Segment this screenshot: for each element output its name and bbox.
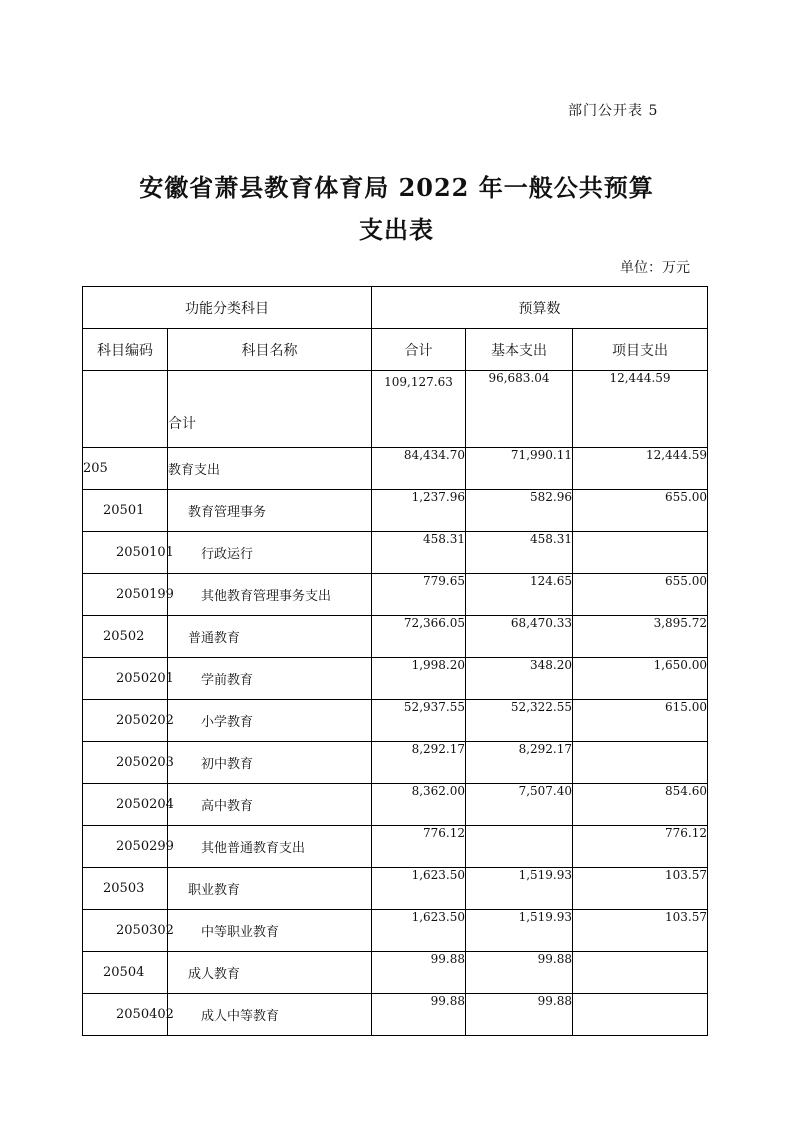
row-project: 776.12 bbox=[573, 826, 708, 868]
row-project: 103.57 bbox=[573, 868, 708, 910]
row-total: 1,998.20 bbox=[372, 658, 466, 700]
table-row bbox=[83, 574, 708, 616]
row-project: 3,895.72 bbox=[573, 616, 708, 658]
total-basic: 96,683.04 bbox=[466, 371, 573, 448]
table-row bbox=[83, 490, 708, 532]
table-row bbox=[83, 826, 708, 868]
total-amount: 109,127.63 bbox=[372, 371, 466, 448]
row-basic: 582.96 bbox=[466, 490, 573, 532]
row-code: 2050203 bbox=[83, 742, 168, 784]
total-row bbox=[83, 371, 708, 448]
row-name: 教育管理事务 bbox=[168, 490, 372, 532]
row-name: 职业教育 bbox=[168, 868, 372, 910]
row-name: 其他教育管理事务支出 bbox=[168, 574, 372, 616]
row-basic: 52,322.55 bbox=[466, 700, 573, 742]
row-name: 成人中等教育 bbox=[168, 994, 372, 1036]
row-total: 779.65 bbox=[372, 574, 466, 616]
header-column-row bbox=[83, 329, 708, 371]
row-code: 2050302 bbox=[83, 910, 168, 952]
row-total: 99.88 bbox=[372, 952, 466, 994]
row-basic: 1,519.93 bbox=[466, 910, 573, 952]
table-row bbox=[83, 868, 708, 910]
table-row bbox=[83, 658, 708, 700]
row-total: 99.88 bbox=[372, 994, 466, 1036]
row-project bbox=[573, 742, 708, 784]
row-code: 2050402 bbox=[83, 994, 168, 1036]
row-name: 普通教育 bbox=[168, 616, 372, 658]
row-code: 2050204 bbox=[83, 784, 168, 826]
row-name: 教育支出 bbox=[168, 448, 372, 490]
page-title: 安徽省萧县教育体育局 2022 年一般公共预算 bbox=[139, 173, 654, 202]
row-code: 205 bbox=[83, 448, 168, 490]
row-basic: 348.20 bbox=[466, 658, 573, 700]
table-row bbox=[83, 910, 708, 952]
unit-label: 单位：万元 bbox=[620, 260, 690, 276]
row-project bbox=[573, 994, 708, 1036]
row-code: 20503 bbox=[83, 868, 168, 910]
header-budget: 预算数 bbox=[372, 287, 708, 329]
row-name: 行政运行 bbox=[168, 532, 372, 574]
row-total: 84,434.70 bbox=[372, 448, 466, 490]
row-basic: 99.88 bbox=[466, 952, 573, 994]
row-basic bbox=[466, 826, 573, 868]
row-project: 615.00 bbox=[573, 700, 708, 742]
row-name: 高中教育 bbox=[168, 784, 372, 826]
row-basic: 8,292.17 bbox=[466, 742, 573, 784]
header-project: 项目支出 bbox=[573, 329, 708, 371]
row-code: 20501 bbox=[83, 490, 168, 532]
header-function-class: 功能分类科目 bbox=[83, 287, 372, 329]
page-subtitle: 支出表 bbox=[359, 215, 434, 244]
row-total: 72,366.05 bbox=[372, 616, 466, 658]
table-row bbox=[83, 532, 708, 574]
table-row bbox=[83, 742, 708, 784]
row-total: 1,237.96 bbox=[372, 490, 466, 532]
row-basic: 458.31 bbox=[466, 532, 573, 574]
row-basic: 7,507.40 bbox=[466, 784, 573, 826]
budget-table bbox=[82, 286, 708, 1036]
row-code: 2050199 bbox=[83, 574, 168, 616]
row-total: 776.12 bbox=[372, 826, 466, 868]
header-basic: 基本支出 bbox=[466, 329, 573, 371]
row-project bbox=[573, 532, 708, 574]
row-project: 655.00 bbox=[573, 574, 708, 616]
row-code: 20504 bbox=[83, 952, 168, 994]
row-project: 12,444.59 bbox=[573, 448, 708, 490]
row-project: 1,650.00 bbox=[573, 658, 708, 700]
header-code: 科目编码 bbox=[83, 329, 168, 371]
row-project bbox=[573, 952, 708, 994]
table-row bbox=[83, 994, 708, 1036]
row-basic: 99.88 bbox=[466, 994, 573, 1036]
row-name: 中等职业教育 bbox=[168, 910, 372, 952]
header-group-row bbox=[83, 287, 708, 329]
row-code: 2050201 bbox=[83, 658, 168, 700]
document-label: 部门公开表 5 bbox=[568, 103, 659, 119]
row-total: 1,623.50 bbox=[372, 868, 466, 910]
row-project: 854.60 bbox=[573, 784, 708, 826]
row-name: 小学教育 bbox=[168, 700, 372, 742]
table-row bbox=[83, 952, 708, 994]
table-row bbox=[83, 700, 708, 742]
row-basic: 124.65 bbox=[466, 574, 573, 616]
total-project: 12,444.59 bbox=[573, 371, 708, 448]
table-row bbox=[83, 784, 708, 826]
header-total: 合计 bbox=[372, 329, 466, 371]
row-basic: 71,990.11 bbox=[466, 448, 573, 490]
row-name: 初中教育 bbox=[168, 742, 372, 784]
total-code bbox=[83, 371, 168, 448]
table-row bbox=[83, 616, 708, 658]
row-basic: 1,519.93 bbox=[466, 868, 573, 910]
row-project: 655.00 bbox=[573, 490, 708, 532]
header-name: 科目名称 bbox=[168, 329, 372, 371]
row-total: 458.31 bbox=[372, 532, 466, 574]
row-code: 2050299 bbox=[83, 826, 168, 868]
row-project: 103.57 bbox=[573, 910, 708, 952]
row-code: 2050202 bbox=[83, 700, 168, 742]
row-basic: 68,470.33 bbox=[466, 616, 573, 658]
table-row bbox=[83, 448, 708, 490]
row-total: 8,362.00 bbox=[372, 784, 466, 826]
row-code: 20502 bbox=[83, 616, 168, 658]
total-name: 合计 bbox=[168, 371, 372, 448]
row-name: 其他普通教育支出 bbox=[168, 826, 372, 868]
row-total: 1,623.50 bbox=[372, 910, 466, 952]
row-code: 2050101 bbox=[83, 532, 168, 574]
row-total: 52,937.55 bbox=[372, 700, 466, 742]
row-total: 8,292.17 bbox=[372, 742, 466, 784]
row-name: 成人教育 bbox=[168, 952, 372, 994]
row-name: 学前教育 bbox=[168, 658, 372, 700]
